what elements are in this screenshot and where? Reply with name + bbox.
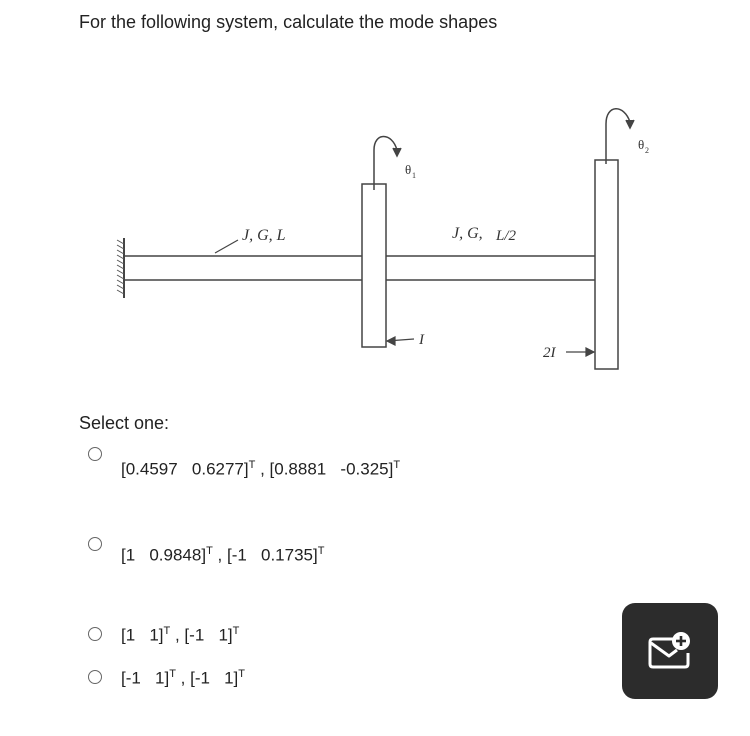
disk1-label: I: [419, 332, 424, 348]
theta2-label: θ: [638, 137, 645, 152]
mail-plus-button[interactable]: [622, 603, 718, 699]
disk2-label: 2I: [543, 345, 556, 361]
shaft-2: [386, 256, 596, 280]
option-4-text: [-1 1]$^T$ , [-1 1]$^T$: [121, 668, 246, 688]
option-2[interactable]: [88, 538, 324, 566]
shaft2-length-label: L/2: [496, 228, 517, 244]
theta2-subscript: 2: [645, 146, 649, 155]
mail-plus-icon: [647, 631, 693, 671]
fixed-wall: [117, 238, 124, 298]
select-one-label: Select one:: [79, 413, 170, 433]
theta1-label: θ: [405, 162, 412, 177]
theta1-subscript: 1: [412, 171, 416, 180]
radio-button[interactable]: [88, 670, 102, 684]
radio-button[interactable]: [88, 627, 102, 641]
shaft1-label: J, G, L: [242, 227, 286, 244]
option-2-text: [1 0.9848]$^T$ , [-1 0.1735]$^T$: [121, 545, 325, 565]
shaft1-leader: [215, 240, 238, 253]
option-1-text: [0.4597 0.6277]$^T$ , [0.8881 -0.325]$^T$: [121, 459, 401, 479]
shaft-1: [124, 256, 362, 280]
option-3[interactable]: [88, 625, 239, 646]
radio-button[interactable]: [88, 537, 102, 551]
theta2-arrow: [606, 109, 634, 164]
radio-button[interactable]: [88, 447, 102, 461]
disk-2: [595, 160, 618, 369]
theta1-arrow: [374, 137, 401, 191]
disk2-pointer: [566, 348, 594, 356]
shaft2-label: J, G,: [452, 225, 483, 242]
disk1-pointer: [387, 337, 414, 345]
disk-1: [362, 184, 386, 347]
option-3-text: [1 1]$^T$ , [-1 1]$^T$: [121, 625, 240, 645]
option-1[interactable]: [88, 448, 400, 480]
option-4[interactable]: [88, 668, 245, 689]
question-text: For the following system, calculate the mode shapes: [79, 12, 498, 32]
torsion-system-diagram: [100, 100, 649, 390]
